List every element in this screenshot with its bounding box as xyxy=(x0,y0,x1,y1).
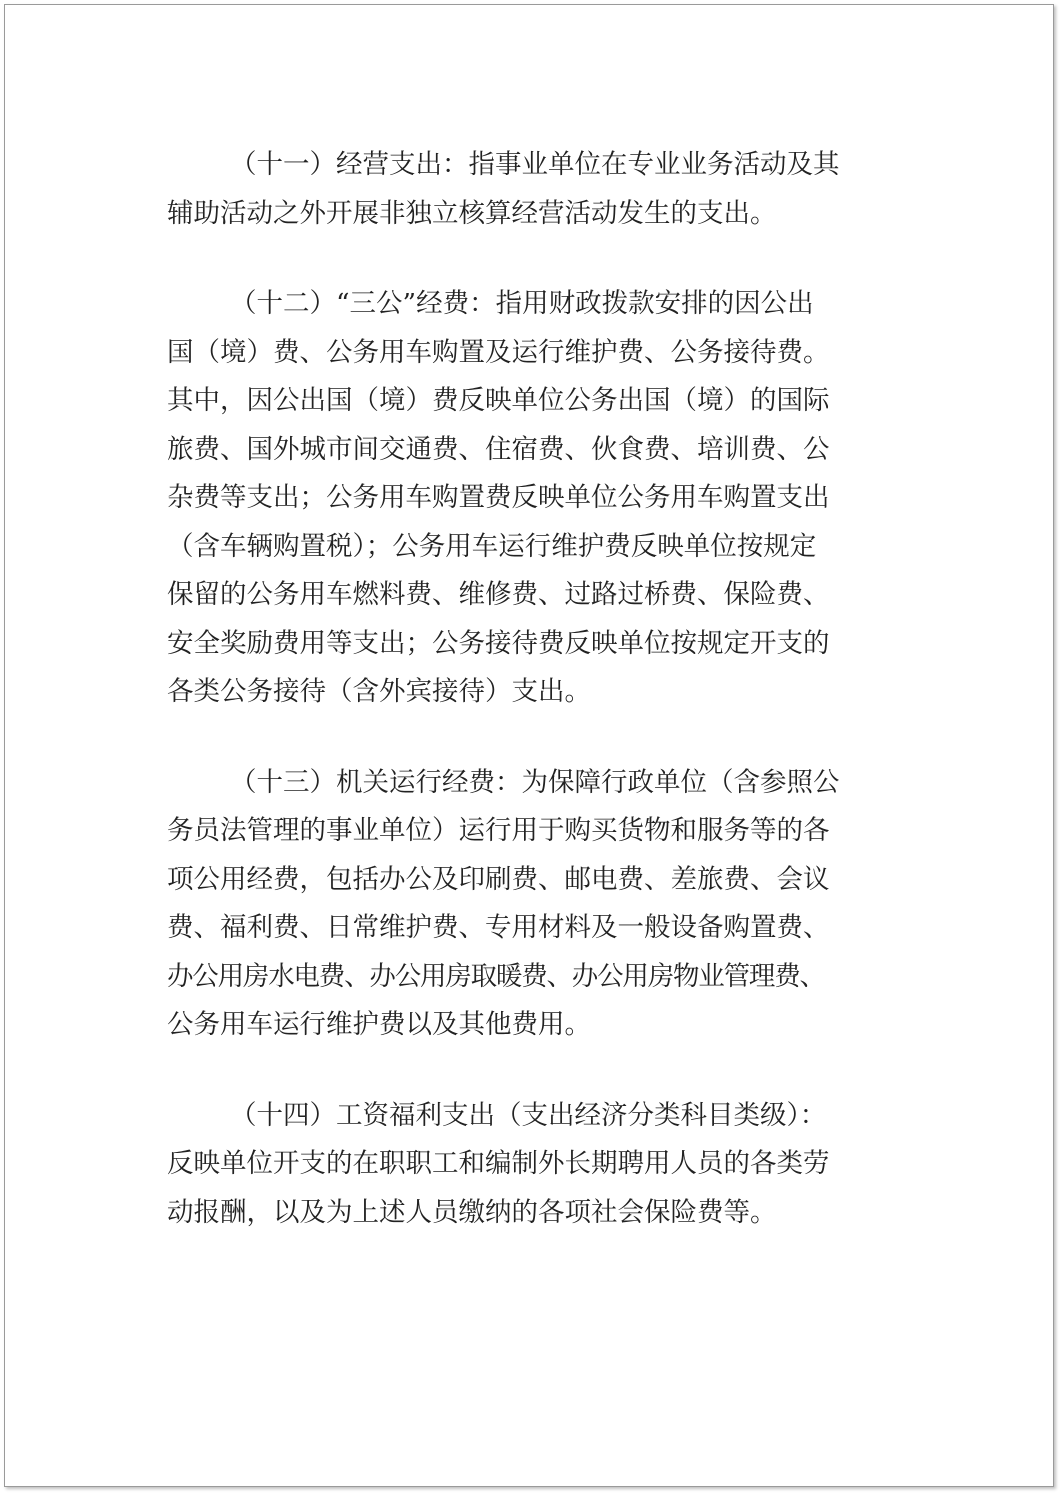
text-line: 其中，因公出国（境）费反映单位公务出国（境）的国际 xyxy=(167,385,830,416)
text-line: 项公用经费，包括办公及印刷费、邮电费、差旅费、会议 xyxy=(167,863,830,895)
text-line: 旅费、国外城市间交通费、住宿费、伙食费、培训费、公 xyxy=(167,433,830,465)
text-line: （十三）机关运行经费：为保障行政单位（含参照公 xyxy=(230,766,840,798)
text-line: （十四）工资福利支出（支出经济分类科目类级）： xyxy=(230,1099,827,1131)
text-line: 务员法管理的事业单位）运行用于购买货物和服务等的各 xyxy=(167,815,830,846)
text-line: 国（境）费、公务用车购置及运行维护费、公务接待费。 xyxy=(167,336,830,368)
text-line: 公务用车运行维护费以及其他费用。 xyxy=(167,1009,591,1040)
paragraph-operating-expenditure xyxy=(167,141,927,238)
text-line: 各类公务接待（含外宾接待）支出。 xyxy=(167,676,591,707)
text-line: 保留的公务用车燃料费、维修费、过路过桥费、保险费、 xyxy=(167,579,830,610)
text-line: 安全奖励费用等支出；公务接待费反映单位按规定开支的 xyxy=(167,627,830,659)
text-line: （含车辆购置税）；公务用车运行维护费反映单位按规定 xyxy=(167,530,817,562)
document-body xyxy=(167,141,927,1279)
text-line: 办公用房水电费、办公用房取暖费、办公用房物业管理费、 xyxy=(167,960,825,992)
text-line: 动报酬，以及为上述人员缴纳的各项社会保险费等。 xyxy=(167,1196,777,1228)
document-page xyxy=(4,4,1054,1487)
text-line: （十一）经营支出：指事业单位在专业业务活动及其 xyxy=(230,149,840,180)
text-line: 杂费等支出；公务用车购置费反映单位公务用车购置支出 xyxy=(167,482,830,513)
paragraph-agency-operating-funds xyxy=(167,759,927,1050)
paragraph-salary-welfare-expenditure xyxy=(167,1092,927,1238)
paragraph-three-public-expenses xyxy=(167,280,927,717)
text-line: 费、福利费、日常维护费、专用材料及一般设备购置费、 xyxy=(167,912,830,943)
text-line: 辅助活动之外开展非独立核算经营活动发生的支出。 xyxy=(167,197,777,229)
text-line: 反映单位开支的在职职工和编制外长期聘用人员的各类劳 xyxy=(167,1148,830,1179)
text-line: （十二）“三公”经费：指用财政拨款安排的因公出 xyxy=(230,288,814,319)
